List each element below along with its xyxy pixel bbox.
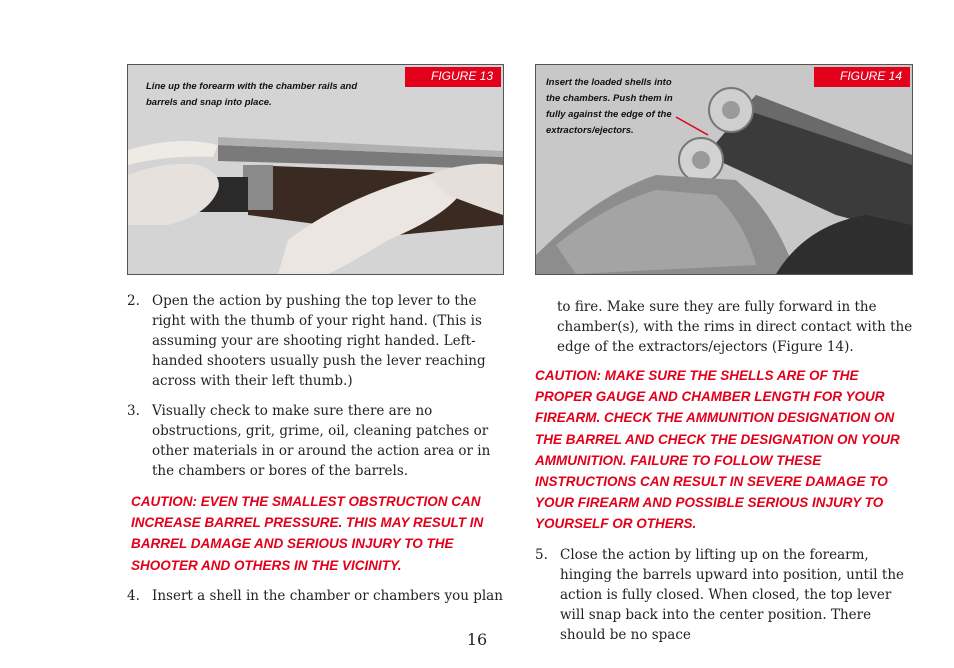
figure-13	[127, 64, 504, 275]
left-column	[127, 291, 507, 616]
right-column	[535, 297, 915, 655]
step-4-continuation: to fire. Make sure they are fully forward in the chamber(s), with the rims in direct contact with the edge of the extractors/ejectors (Figure 14).	[557, 299, 913, 355]
caution-ammunition: CAUTION: MAKE SURE THE SHELLS ARE OF THE PROPER GAUGE AND CHAMBER LENGTH FOR YOUR FIREARM. CHECK THE AMMUNITION DESIGNATION ON THE BARREL AND CHECK THE DESIGNATION ON YOUR AMMUNITION. FAILURE TO FOLLOW THESE INSTRUCTIONS CAN RESULT IN SEVERE DAMAGE TO YOUR FIREARM AND POSSIBLE SERIOUS INJURY TO YOURSELF OR OTHERS.	[535, 368, 900, 532]
caution-obstruction: CAUTION: EVEN THE SMALLEST OBSTRUCTION CAN INCREASE BARREL PRESSURE. THIS MAY RESULT IN BARREL DAMAGE AND SERIOUS INJURY TO THE SHOOTER AND OTHERS IN THE VICINITY.	[131, 494, 484, 573]
step-number: 5.	[535, 546, 548, 563]
step-text: Open the action by pushing the top lever to the right with the thumb of your right hand. (This is assuming your are shooting right handed. Left-handed shooters usually push the lever reaching across with their left thumb.)	[152, 293, 486, 389]
step-4	[127, 586, 507, 606]
step-text: Close the action by lifting up on the forearm, hinging the barrels upward into position, until the action is fully closed. When closed, the top lever will snap back into the center position. There should be no space	[560, 546, 905, 643]
figure-13-caption: Line up the forearm with the chamber rails and barrels and snap into place.	[146, 81, 358, 108]
figure-14-label: FIGURE 14	[814, 67, 910, 87]
figure-14-caption: Insert the loaded shells into the chambers. Push them in fully against the edge of the extractors/ejectors.	[546, 77, 673, 136]
step-number: 4.	[127, 587, 140, 604]
page-number: 16	[466, 630, 488, 649]
figure-13-label: FIGURE 13	[405, 67, 501, 87]
step-number: 2.	[127, 293, 140, 309]
figure-14	[535, 64, 913, 275]
step-number: 3.	[127, 403, 140, 419]
step-3	[127, 401, 507, 481]
step-text: Visually check to make sure there are no obstructions, grit, grime, oil, cleaning patches or other materials in or around the action area or in the chambers or bores of the barrels.	[152, 403, 491, 479]
step-2	[127, 291, 507, 391]
step-text: Insert a shell in the chamber or chambers you plan	[152, 587, 503, 604]
